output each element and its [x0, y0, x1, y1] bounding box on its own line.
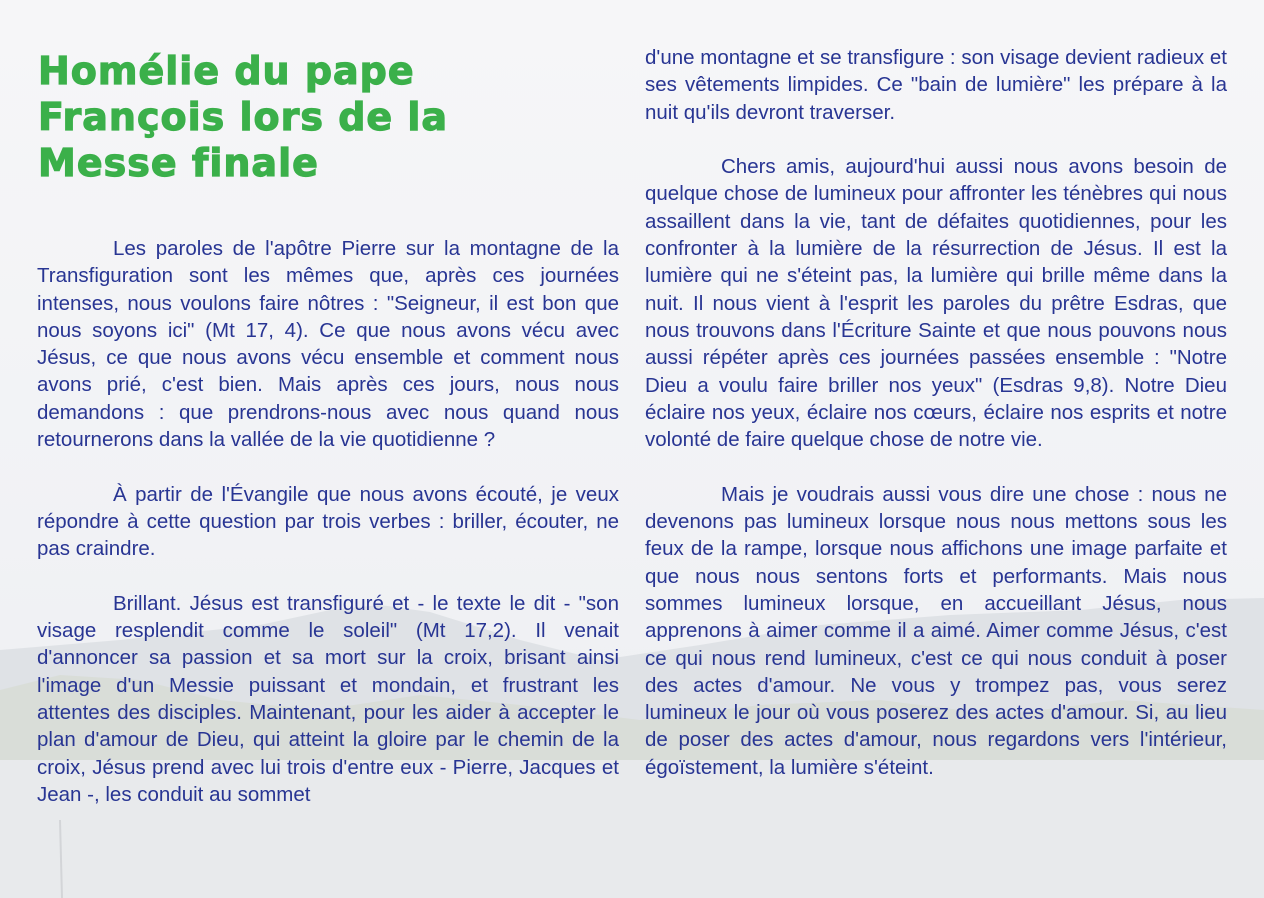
title-line-1: Homélie du pape	[38, 49, 415, 93]
paragraph-continuation: d'une montagne et se transfigure : son visage devient radieux et ses vêtements limpides. Ce "bain de lumière" les prépare à la nuit qu'ils devront traverser.	[645, 46, 1227, 124]
paragraph: Chers amis, aujourd'hui aussi nous avons besoin de quelque chose de lumineux pour affronter les ténèbres qui nous assaillent dans la vie, tant de défaites quotidiennes, pour les confronter à la lumière de la résurrection de Jésus. Il est la lumière qui ne s'éteint pas, la lumière qui brille même dans la nuit. Il nous vient à l'esprit les paroles du prêtre Esdras, que nous trouvons dans l'Écriture Sainte et que nous pouvons nous aussi répéter après ces journées passées ensemble : "Notre Dieu a voulu faire briller nos yeux" (Esdras 9,8). Notre Dieu éclaire nos yeux, éclaire nos cœurs, éclaire nos esprits et notre volonté de faire quelque chose de notre vie.	[645, 155, 1227, 452]
title-line-3: Messe finale	[38, 141, 319, 185]
right-text-column	[645, 44, 1227, 781]
title-line-2: François lors de la	[38, 95, 449, 139]
left-text-column	[37, 235, 619, 808]
paragraph: Les paroles de l'apôtre Pierre sur la montagne de la Transfiguration sont les mêmes que, après ces journées intenses, nous voulons faire nôtres : "Seigneur, il est bon que nous soyons ici" (Mt 17, 4). Ce que nous avons vécu avec Jésus, ce que nous avons vécu ensemble et comment nous avons prié, c'est bien. Mais après ces jours, nous nous demandons : que prendrons-nous avec nous quand nous retournerons dans la vallée de la vie quotidienne ?	[37, 237, 619, 452]
page-title	[38, 48, 598, 186]
paragraph: À partir de l'Évangile que nous avons écouté, je veux répondre à cette question par trois verbes : briller, écouter, ne pas craindre.	[37, 482, 619, 561]
paragraph: Brillant. Jésus est transfiguré et - le texte le dit - "son visage resplendit comme le soleil" (Mt 17,2). Il venait d'annoncer sa passion et sa mort sur la croix, brisant ainsi l'image d'un Messie puissant et mondain, et frustrant les attentes des disciples. Maintenant, pour les aider à accepter le plan d'amour de Dieu, qui atteint la gloire par le chemin de la croix, Jésus prend avec lui trois d'entre eux - Pierre, Jacques et Jean -, les conduit au sommet	[37, 591, 619, 806]
paragraph: Mais je voudrais aussi vous dire une chose : nous ne devenons pas lumineux lorsque nous nous mettons sous les feux de la rampe, lorsque nous affichons une image parfaite et que nous nous sentons forts et performants. Mais nous sommes lumineux lorsque, en accueillant Jésus, nous apprenons à aimer comme il a aimé. Aimer comme Jésus, c'est ce qui nous rend lumineux, c'est ce qui nous conduit à poser des actes d'amour. Ne vous y trompez pas, vous serez lumineux le jour où vous poserez des actes d'amour. Si, au lieu de poser des actes d'amour, nous regardons vers l'intérieur, égoïstement, la lumière s'éteint.	[645, 482, 1227, 779]
